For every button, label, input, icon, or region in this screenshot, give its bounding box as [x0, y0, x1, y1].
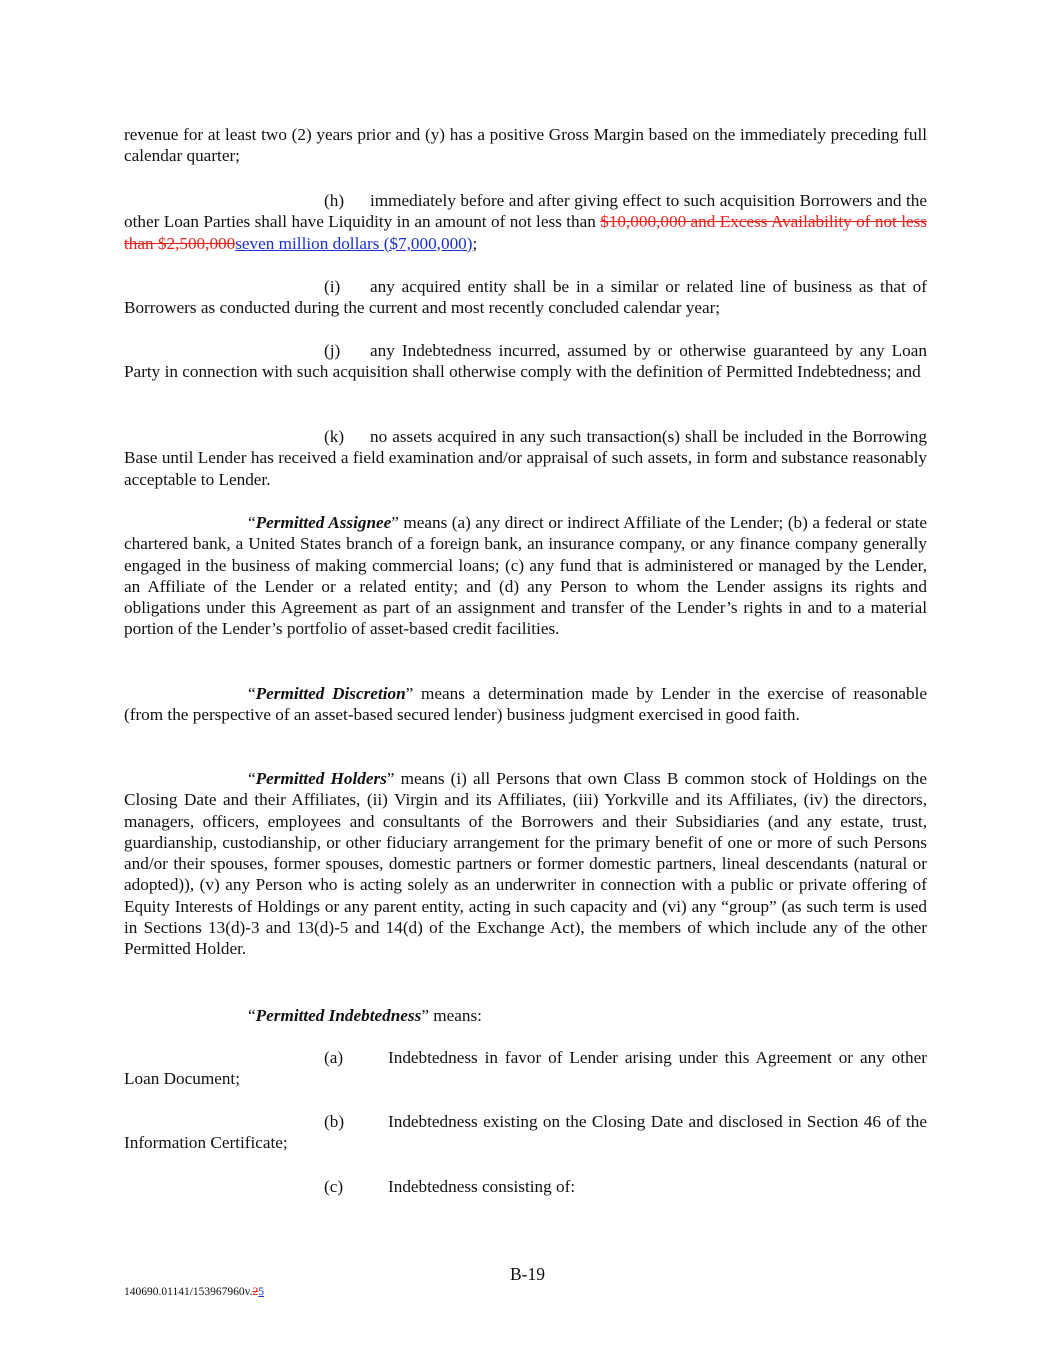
close-quote: ” — [405, 684, 414, 703]
version-deleted: 2 — [252, 1286, 259, 1298]
close-quote: ” — [391, 513, 399, 532]
definition-text: means a determination made by Lender in the exercise of reasonable (from the perspective of an asset-based secured lender) business judgment exercised in good faith. — [124, 684, 928, 725]
open-quote: “ — [248, 513, 256, 532]
clause-k — [124, 426, 927, 490]
definition-text: means: — [428, 1006, 482, 1025]
clause-marker: (h) — [324, 191, 345, 210]
open-quote: “ — [248, 1006, 256, 1025]
deleted-text: $10,000,000 and Excess Availability of not less than $2,500,000 — [124, 212, 928, 253]
indebtedness-clause-a — [124, 1047, 927, 1090]
definition-permitted-discretion — [124, 683, 927, 726]
defined-term: Permitted Holders — [255, 769, 387, 788]
clause-h — [124, 190, 927, 254]
definition-text: means (i) all Persons that own Class B common stock of Holdings on the Closing Date and their Affiliates, (ii) Virgin and its Affiliates, (iii) Yorkville and its Affiliates, (iv) the directors, managers, officers, employees and consultants of the Borrowers and their Subsidiaries (and any estate, trust, guardianship, custodianship, or other fiduciary arrangement for the primary benefit of one or more of such Persons and/or their spouses, former spouses, domestic partners or former domestic partners, lineal descendants (natural or adopted)), (v) any Person who is acting solely as an underwriter in connection with a public or private offering of Equity Interests of Holdings or any parent entity, acting in such capacity and (vi) any “group” (as such term is used in Sections 13(d)-3 and 13(d)-5 and 14(d) of the Exchange Act), the members of which include any of the other Permitted Holder. — [124, 769, 928, 959]
clause-text: Indebtedness existing on the Closing Date and disclosed in Section 46 of the Information Certificate; — [124, 1112, 927, 1153]
version-inserted: 5 — [258, 1286, 265, 1298]
clause-tail: ; — [472, 233, 478, 253]
clause-marker: (j) — [324, 341, 341, 360]
inserted-text: seven million dollars ($7,000,000) — [235, 233, 473, 253]
open-quote: “ — [248, 684, 256, 703]
defined-term: Permitted Indebtedness — [255, 1006, 422, 1025]
clause-i — [124, 276, 927, 319]
clause-text: Indebtedness consisting of: — [388, 1177, 576, 1196]
definition-text: means (a) any direct or indirect Affiliate of the Lender; (b) a federal or state chartered bank, a United States branch of a foreign bank, an insurance company, or any finance company generally engaged in the business of making commercial loans; (c) any fund that is administered or managed by the Lender, an Affiliate of the Lender or a related entity; and (d) any Person to whom the Lender assigns its rights and obligations under this Agreement as part of an assignment and transfer of the Lender’s rights in and to a material portion of the Lender’s portfolio of asset-based credit facilities. — [124, 513, 927, 639]
clause-j — [124, 340, 927, 383]
close-quote: ” — [421, 1006, 429, 1025]
document-id — [124, 1286, 264, 1298]
defined-term: Permitted Assignee — [255, 513, 392, 532]
clause-text: Indebtedness in favor of Lender arising under this Agreement or any other Loan Document; — [124, 1048, 927, 1089]
document-id-prefix: 140690.01141/153967960v. — [124, 1286, 253, 1298]
definition-permitted-holders — [124, 768, 927, 960]
clause-marker: (k) — [324, 427, 345, 446]
open-quote: “ — [248, 769, 256, 788]
clause-marker: (a) — [324, 1048, 344, 1067]
clause-marker: (b) — [324, 1112, 345, 1131]
indebtedness-clause-c — [124, 1176, 927, 1197]
indebtedness-clause-b — [124, 1111, 927, 1154]
definition-permitted-assignee — [124, 512, 927, 640]
clause-text: any acquired entity shall be in a similar or related line of business as that of Borrowers as conducted during the current and most recently concluded calendar year; — [124, 277, 927, 318]
clause-text: immediately before and after giving effect to such acquisition Borrowers and the other Loan Parties shall have Liquidity in an amount of not less than — [124, 191, 927, 232]
clause-marker: (c) — [324, 1177, 344, 1196]
clause-marker: (i) — [324, 277, 341, 296]
defined-term: Permitted Discretion — [255, 684, 406, 703]
close-quote: ” — [386, 769, 395, 788]
definition-permitted-indebtedness — [124, 1005, 927, 1026]
paragraph-continuation: revenue for at least two (2) years prior and (y) has a positive Gross Margin based on the immediately preceding full calendar quarter; — [124, 125, 927, 166]
clause-text: no assets acquired in any such transaction(s) shall be included in the Borrowing Base until Lender has received a field examination and/or appraisal of such assets, in form and substance reasonably acceptable to Lender. — [124, 427, 927, 489]
page-number: B-19 — [510, 1264, 545, 1284]
clause-text: any Indebtedness incurred, assumed by or otherwise guaranteed by any Loan Party in connection with such acquisition shall otherwise comply with the definition of Permitted Indebtedness; and — [124, 341, 927, 382]
